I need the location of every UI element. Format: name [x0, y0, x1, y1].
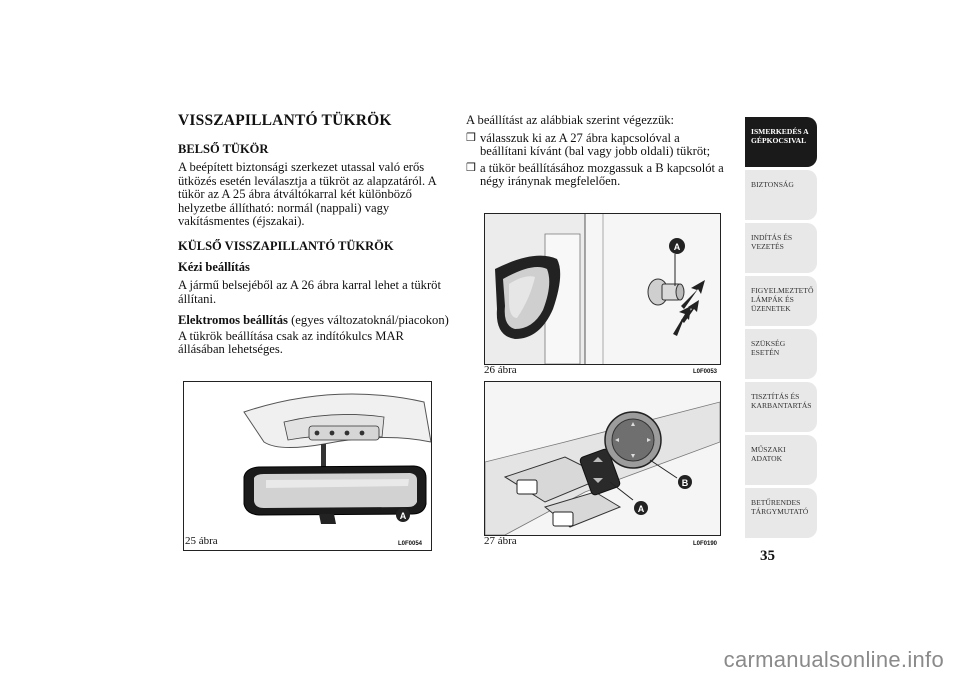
tab-tisztitas[interactable]: TISZTÍTÁS ÉS KARBANTARTÁS — [745, 382, 817, 432]
paragraph-manual-adjust: A jármű belsejéből az A 26 ábra karral lehet a tükröt állítani. — [178, 277, 441, 306]
watermark: carmanualsonline.info — [723, 647, 944, 672]
electric-adjust-label: Elektromos beállítás — [178, 313, 288, 328]
left-column — [178, 112, 450, 365]
subheading-inner-mirror: BELSŐ TÜKÖR — [178, 142, 269, 156]
rear-view-mirror-illustration — [184, 382, 431, 550]
tab-ismerkedes[interactable]: ISMERKEDÉS A GÉPKOCSIVAL — [745, 117, 817, 167]
chapter-tabs — [745, 117, 817, 541]
svg-text:B: B — [681, 478, 689, 488]
page-number: 35 — [760, 548, 775, 564]
checkbox-bullet-icon: ❒ — [466, 161, 476, 174]
tab-figyelmezteto[interactable]: FIGYELMEZTETŐ LÁMPÁK ÉS ÜZENETEK — [745, 276, 817, 326]
tab-muszaki[interactable]: MŰSZAKI ADATOK — [745, 435, 817, 485]
svg-text:A: A — [673, 242, 681, 252]
figure-26-door-mirror-lever — [484, 213, 721, 365]
checkbox-bullet-icon: ❒ — [466, 131, 476, 144]
figure-25-code: L0F0054 — [398, 541, 423, 547]
list-item: ❒ a tükör beállításához mozgassuk a B kapcsolót a négy iránynak megfelelően. — [466, 160, 724, 189]
subheading-manual-adjust: Kézi beállítás — [178, 259, 250, 274]
paragraph-intro: A beállítást az alábbiak szerint végezzük: — [466, 113, 675, 127]
tab-biztonsag[interactable]: BIZTONSÁG — [745, 170, 817, 220]
paragraph-inner-mirror: A beépített biztonsági szerkezet utassal való erős ütközés esetén leválasztja a tükröt az alapzatáról. A tükör az A 25 ábra átváltókarral két különböző helyzetbe állítható: normál (nappali) vagy vakításmentes (éjszakai). — [178, 160, 437, 229]
figure-25-caption: 25 ábra — [185, 535, 218, 547]
electric-mirror-switch-illustration — [485, 382, 720, 535]
electric-adjust-note: (egyes változatoknál/piacokon) — [287, 313, 449, 328]
subheading-outer-mirrors: KÜLSŐ VISSZAPILLANTÓ TÜKRÖK — [178, 238, 394, 253]
figure-27-caption: 27 ábra — [484, 535, 517, 547]
figure-25-rear-view-mirror — [183, 381, 432, 551]
figure-27-electric-mirror-switch — [484, 381, 721, 536]
right-column — [466, 114, 728, 192]
figure-26-caption: 26 ábra — [484, 364, 517, 376]
figure-26-code: L0F0053 — [693, 369, 718, 375]
tab-szukseg[interactable]: SZÜKSÉG ESETÉN — [745, 329, 817, 379]
tab-targymutato[interactable]: BETŰRENDES TÁRGYMUTATÓ — [745, 488, 817, 538]
list-item: ❒ válasszuk ki az A 27 ábra kapcsolóval a beállítani kívánt (bal vagy jobb oldali) tükröt; — [466, 130, 711, 159]
paragraph-ignition-note: A tükrök beállítása csak az indítókulcs MAR állásában lehetséges. — [178, 328, 404, 357]
section-title: VISSZAPILLANTÓ TÜKRÖK — [178, 112, 392, 129]
tab-inditas[interactable]: INDÍTÁS ÉS VEZETÉS — [745, 223, 817, 273]
door-mirror-lever-illustration — [485, 214, 720, 364]
svg-text:A: A — [637, 504, 645, 514]
svg-text:A: A — [399, 511, 407, 521]
figure-27-code: L0F0190 — [693, 541, 718, 547]
paragraph-electric-adjust — [178, 314, 450, 328]
